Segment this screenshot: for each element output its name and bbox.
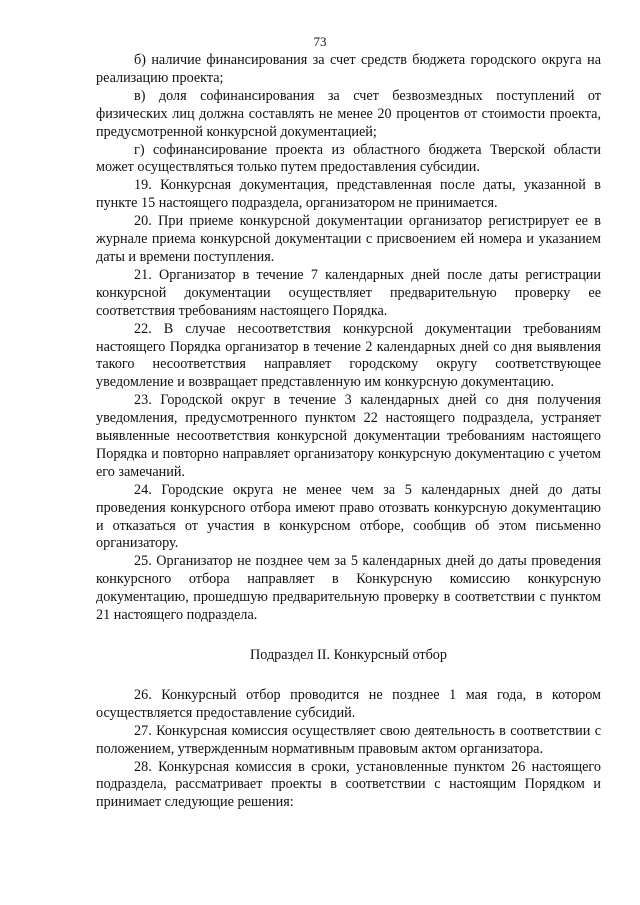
document-body [96,52,601,812]
paragraph: 22. В случае несоответствия конкурсной документации требованиям настоящего Порядка организатор в течение 2 календарных дней со дня выявления такого несоответствия направляет городскому округу соответствующее уведомление и возвращает представленную им конкурсную документацию. [96,320,601,391]
paragraph: 27. Конкурсная комиссия осуществляет свою деятельность в соответствии с положением, утвержденным нормативным правовым актом организатора. [96,722,601,757]
paragraph: 23. Городской округ в течение 3 календарных дней со дня получения уведомления, предусмотренного пунктом 22 настоящего подраздела, устраняет выявленные несоответствия конкурсной документации требованиям настоящего Порядка и повторно направляет организатору конкурсную документацию с учетом его замечаний. [96,392,601,480]
section-heading: Подраздел II. Конкурсный отбор [250,647,447,663]
paragraph: в) доля софинансирования за счет безвозмездных поступлений от физических лиц должна составлять не менее 20 процентов от стоимости проекта, предусмотренной конкурсной документацией; [96,87,601,140]
paragraph: б) наличие финансирования за счет средств бюджета городского округа на реализацию проекта; [96,52,601,86]
paragraph: 25. Организатор не позднее чем за 5 календарных дней до даты проведения конкурсного отбора направляет в Конкурсную комиссию конкурсную документацию, прошедшую предварительную проверку в соответствии с пунктом 21 настоящего подраздела. [96,553,601,624]
paragraph: 20. При приеме конкурсной документации организатор регистрирует ее в журнале приема конкурсной документации с присвоением ей номера и указанием даты и времени поступления. [96,213,601,265]
paragraph: 24. Городские округа не менее чем за 5 календарных дней до даты проведения конкурсного отбора имеют право отозвать конкурсную документацию и отказаться от участия в конкурсном отборе, сообщив об этом письменно организатору. [96,481,601,552]
page-number: 73 [313,34,327,49]
paragraph: 28. Конкурсная комиссия в сроки, установленные пунктом 26 настоящего подраздела, рассматривает проекты в соответствии с настоящим Порядком и принимает следующие решения: [96,758,601,811]
paragraph: 19. Конкурсная документация, представленная после даты, указанной в пункте 15 настоящего подраздела, организатором не принимается. [96,177,601,212]
paragraph: 26. Конкурсный отбор проводится не позднее 1 мая года, в котором осуществляется предоставление субсидий. [96,686,601,721]
paragraph: 21. Организатор в течение 7 календарных дней после даты регистрации конкурсной документации осуществляет предварительную проверку ее соответствия требованиям настоящего Порядка. [96,266,601,319]
paragraph: г) софинансирование проекта из областного бюджета Тверской области может осуществляться только путем предоставления субсидии. [96,141,601,176]
